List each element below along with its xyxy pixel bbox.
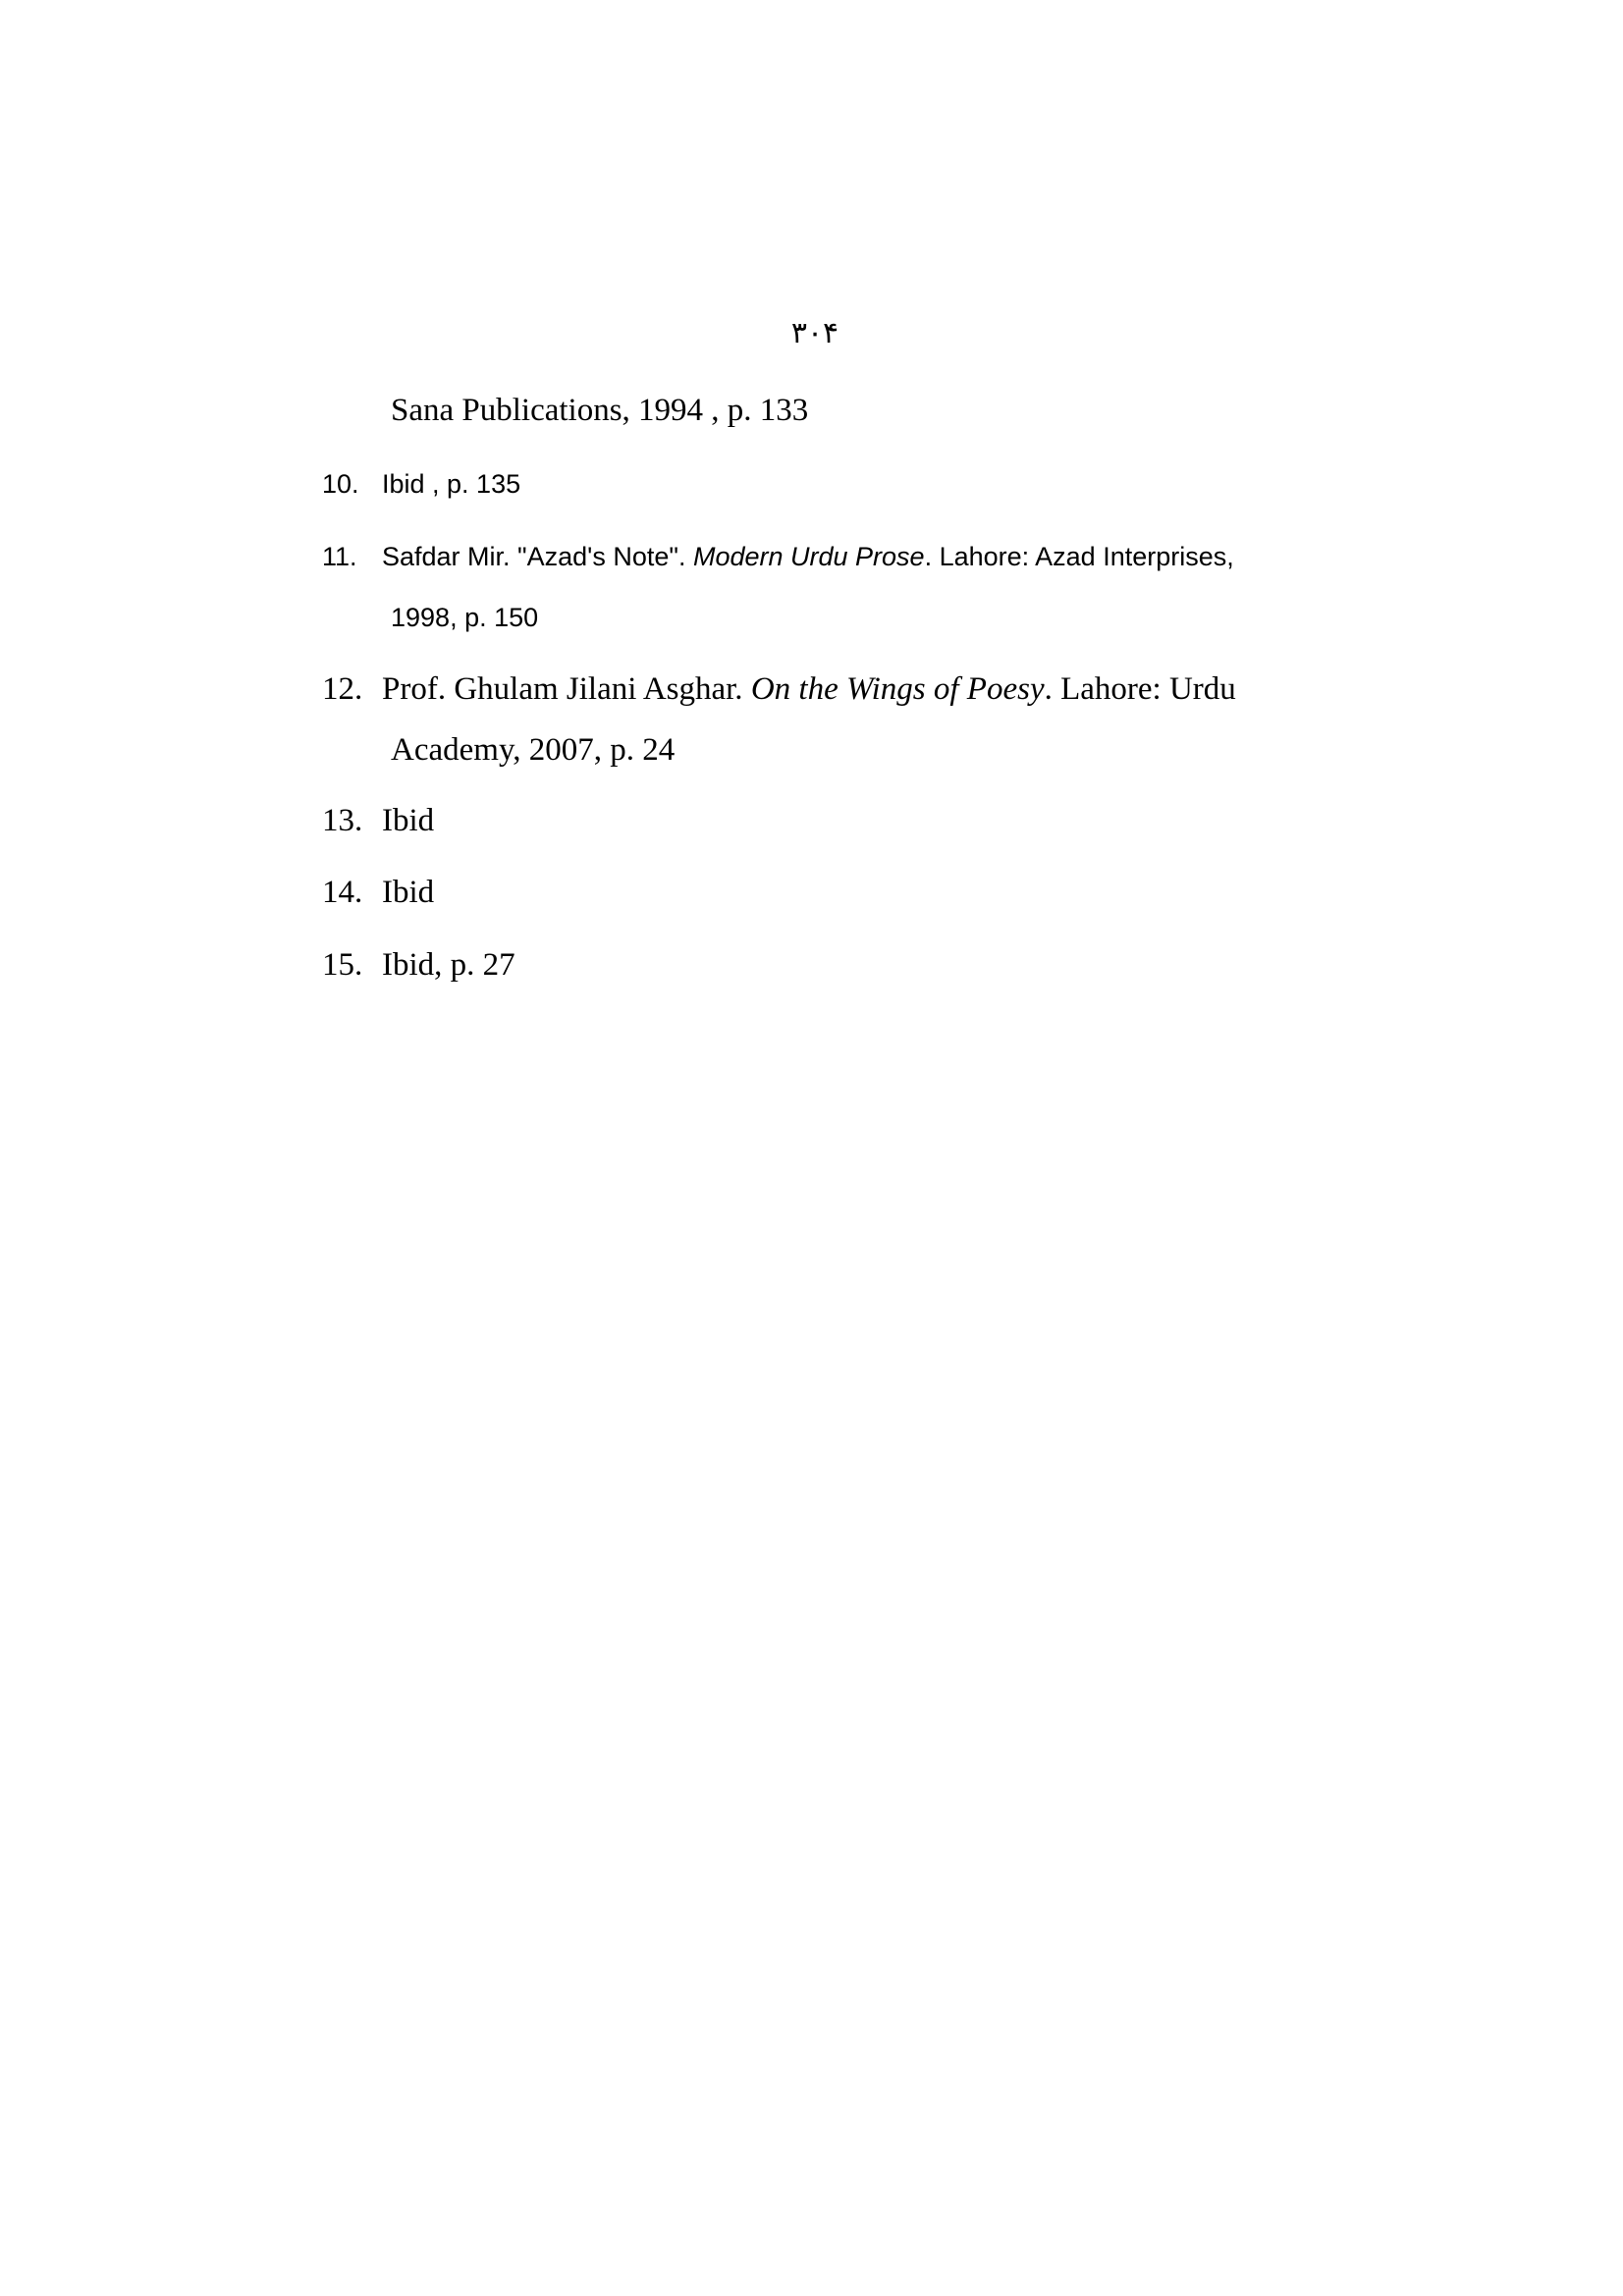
note-10-number: 10. [322, 469, 359, 499]
note-12-rest: . Lahore: Urdu [1044, 671, 1236, 707]
note-14-number: 14. [322, 875, 363, 910]
note-12-title: On the Wings of Poesy [750, 671, 1045, 707]
note-11-rest: . Lahore: Azad Interprises, [924, 542, 1234, 571]
note-12-text [382, 671, 1236, 708]
note-11-title: Modern Urdu Prose [692, 542, 925, 571]
note-15-text: Ibid, p. 27 [382, 947, 515, 983]
note-13-number: 13. [322, 803, 363, 838]
note-11-line2: 1998, p. 150 [391, 603, 539, 632]
note-11-text [382, 542, 1234, 572]
note-14-text: Ibid [382, 875, 435, 910]
note-11-author: Safdar Mir. "Azad's Note". [382, 542, 693, 571]
page-number: ۳۰۴ [790, 316, 839, 350]
note-11-number: 11. [322, 542, 357, 571]
note-15-number: 15. [322, 947, 363, 983]
note-12-author: Prof. Ghulam Jilani Asghar. [382, 671, 751, 707]
note-12-number: 12. [322, 671, 363, 707]
note-13-text: Ibid [382, 803, 435, 838]
note-continuation: Sana Publications, 1994 , p. 133 [391, 393, 809, 428]
note-12-line2: Academy, 2007, p. 24 [391, 732, 676, 768]
note-10-text: Ibid , p. 135 [382, 469, 521, 499]
